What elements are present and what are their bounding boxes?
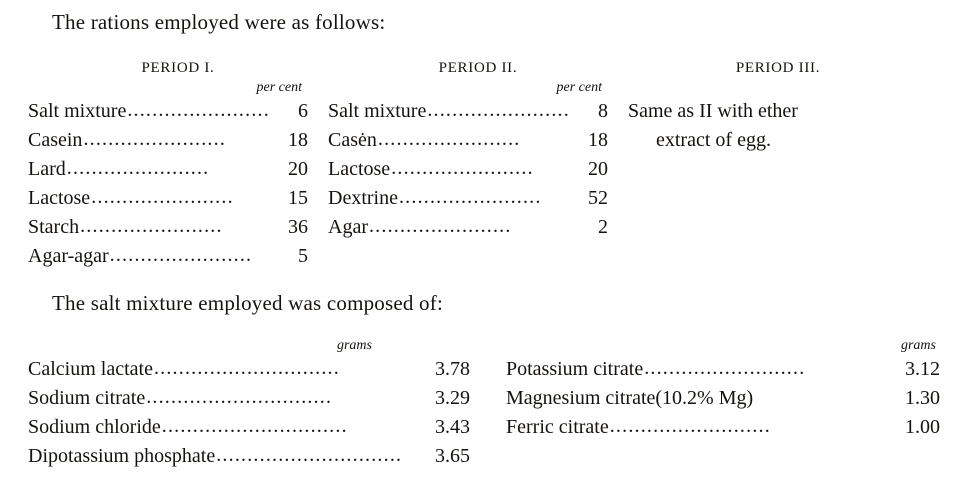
list-item bbox=[28, 384, 478, 413]
leader-dots: ....................... bbox=[91, 186, 234, 208]
list-item bbox=[28, 213, 328, 242]
list-item bbox=[328, 184, 628, 213]
item-value: 3.78 bbox=[435, 358, 470, 380]
leader-dots: .............................. bbox=[161, 415, 348, 437]
item-value: 20 bbox=[588, 158, 608, 180]
leader-dots: ....................... bbox=[398, 186, 542, 208]
list-item bbox=[328, 97, 628, 126]
list-item bbox=[478, 413, 948, 442]
item-value: 1.00 bbox=[905, 416, 940, 438]
unit-label-grams-right: grams bbox=[900, 338, 936, 353]
list-item bbox=[28, 184, 328, 213]
item-label: Salt mixture bbox=[328, 100, 427, 122]
unit-label-per-cent-2: per cent bbox=[556, 80, 602, 95]
item-value: 18 bbox=[588, 129, 608, 151]
rations-column-period-1 bbox=[28, 56, 328, 271]
column-heading-period-3: PERIOD III. bbox=[735, 60, 821, 76]
item-label: Lactose bbox=[328, 158, 391, 180]
leader-dots: ....................... bbox=[83, 128, 227, 150]
rations-intro-text: The rations employed were as follows: bbox=[52, 10, 386, 34]
list-item bbox=[28, 155, 328, 184]
salt-mixture-columns bbox=[28, 337, 958, 471]
leader-dots: ....................... bbox=[391, 157, 534, 179]
item-label: Starch bbox=[28, 216, 80, 238]
leader-dots: .............................. bbox=[153, 357, 340, 379]
item-value: 1.30 bbox=[905, 387, 940, 409]
item-value: 6 bbox=[298, 100, 308, 122]
leader-dots: .............................. bbox=[146, 386, 333, 408]
list-item bbox=[328, 213, 628, 242]
list-item bbox=[328, 126, 628, 155]
list-item bbox=[28, 97, 328, 126]
unit-label-grams-left: grams bbox=[336, 338, 372, 353]
rations-columns bbox=[28, 56, 948, 271]
item-label: Salt mixture bbox=[28, 100, 127, 122]
item-label: Casėn bbox=[328, 129, 377, 151]
salt-mixture-intro-text: The salt mixture employed was composed of: bbox=[52, 291, 443, 315]
item-label: Agar bbox=[328, 216, 368, 238]
item-value: 20 bbox=[288, 158, 308, 180]
column-heading-period-2: PERIOD II. bbox=[438, 60, 518, 76]
column-heading-period-1: PERIOD I. bbox=[141, 60, 215, 76]
item-label: Lactose bbox=[28, 187, 91, 209]
list-item bbox=[28, 413, 478, 442]
list-item bbox=[328, 155, 628, 184]
item-value: 36 bbox=[288, 216, 308, 238]
item-label: Potassium citrate bbox=[506, 358, 644, 380]
item-label: Sodium citrate bbox=[28, 387, 146, 409]
leader-dots: ....................... bbox=[66, 157, 210, 179]
list-item bbox=[28, 242, 328, 271]
item-label: Calcium lactate bbox=[28, 358, 153, 380]
item-value: 5 bbox=[298, 245, 308, 267]
leader-dots: .......................... bbox=[644, 357, 806, 379]
item-label: Casein bbox=[28, 129, 83, 151]
period-3-note-line-2: extract of egg. bbox=[656, 129, 771, 151]
list-item bbox=[28, 126, 328, 155]
item-value: 3.65 bbox=[435, 445, 470, 467]
item-value: 2 bbox=[598, 216, 608, 238]
leader-dots: ....................... bbox=[127, 99, 270, 121]
list-item bbox=[28, 442, 478, 471]
leader-dots: ....................... bbox=[368, 215, 512, 237]
list-item bbox=[478, 355, 948, 384]
list-item bbox=[28, 355, 478, 384]
item-label: Sodium chloride bbox=[28, 416, 161, 438]
item-label: Lard bbox=[28, 158, 66, 180]
salt-mixture-table bbox=[28, 337, 958, 471]
item-label: Dipotassium phosphate bbox=[28, 445, 216, 467]
item-label: Agar-agar bbox=[28, 245, 109, 267]
item-value: 15 bbox=[288, 187, 308, 209]
unit-label-per-cent-1: per cent bbox=[256, 80, 302, 95]
item-value: 3.12 bbox=[905, 358, 940, 380]
item-label: Ferric citrate bbox=[506, 416, 609, 438]
leader-dots: .......................... bbox=[609, 415, 771, 437]
rations-column-period-3 bbox=[628, 56, 928, 271]
item-value: 3.43 bbox=[435, 416, 470, 438]
item-value: 52 bbox=[588, 187, 608, 209]
item-value: 18 bbox=[288, 129, 308, 151]
leader-dots: ....................... bbox=[109, 244, 253, 266]
list-item bbox=[478, 384, 948, 413]
item-label: Magnesium citrate(10.2% Mg) bbox=[506, 387, 754, 409]
leader-dots bbox=[754, 383, 884, 412]
rations-table bbox=[28, 56, 948, 271]
leader-dots: ....................... bbox=[80, 215, 223, 237]
salt-mixture-column-right bbox=[478, 337, 948, 471]
leader-dots: ....................... bbox=[427, 99, 570, 121]
leader-dots: ....................... bbox=[377, 128, 521, 150]
unit-spacer-3 bbox=[628, 79, 928, 97]
period-3-note-line-1: Same as II with ether bbox=[628, 100, 798, 122]
item-value: 8 bbox=[598, 100, 608, 122]
item-label: Dextrine bbox=[328, 187, 398, 209]
salt-mixture-column-left bbox=[28, 337, 478, 471]
rations-column-period-2 bbox=[328, 56, 628, 271]
leader-dots: .............................. bbox=[216, 444, 403, 466]
item-value: 3.29 bbox=[435, 387, 470, 409]
